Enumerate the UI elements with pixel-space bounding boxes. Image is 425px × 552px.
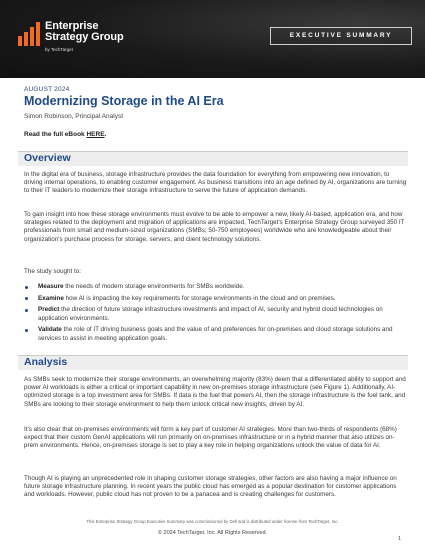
bullet-keyword: Validate bbox=[38, 326, 62, 334]
bullet-text: the role of IT driving business goals and the value of and preferences for on-premises and cloud storage solutions and services to assist in meeting application goals. bbox=[38, 326, 393, 342]
author-line: Simon Robinson, Principal Analyst bbox=[24, 113, 123, 120]
bullet-text: the needs of modern storage environments for SMBs worldwide. bbox=[63, 283, 245, 290]
brand-line-2: Strategy Group bbox=[45, 31, 124, 43]
analysis-paragraph-1: As SMBs seek to modernize their storage environments, an overwhelming majority (83%) deem that a differentiated ability to support and power AI workloads is either a critical or important capability in new on-premises storage infrastructure (see Figure 1). Additionally, AI-optimized storage is a top investment area for SMBs. If data is the fuel that powers AI, then the storage infrastructure is the fuel tank, and SMBs are looking to their storage environment to help them unlock critical new insights, driven by AI. bbox=[24, 376, 406, 408]
list-item bbox=[24, 295, 408, 303]
overview-heading: Overview bbox=[24, 152, 71, 164]
overview-heading-bar bbox=[18, 151, 408, 166]
analysis-heading: Analysis bbox=[24, 356, 68, 368]
ebook-link[interactable]: HERE bbox=[86, 131, 105, 138]
page-number: 1 bbox=[398, 536, 402, 542]
analysis-paragraph-3: Though AI is playing an unprecedented role in shaping customer storage strategies, other factors are also having a major influence on future storage infrastructure planning. In recent years the public cloud has emerged as a popular destination for customer applications and workloads. However, public cloud has not proven to be a panacea and is creating challenges for customers. bbox=[24, 475, 397, 499]
overview-paragraph-3: The study sought to: bbox=[24, 268, 82, 275]
page-title: Modernizing Storage in the AI Era bbox=[24, 94, 224, 108]
list-item bbox=[24, 306, 408, 322]
footer-copyright: © 2024 TechTarget, Inc. All Rights Reserved. bbox=[157, 530, 268, 536]
overview-paragraph-1: In the digital era of business, storage infrastructure provides the data foundation for everything from empowering new innovation, to driving internal operations, to enabling customer engagement. As business transitions into an age defined by AI, organizations are turning to their IT leaders to modernize their storage infrastructure to serve the future of application demands. bbox=[24, 171, 407, 195]
ebook-prefix: Read the full eBook bbox=[24, 131, 87, 138]
overview-paragraph-2: To gain insight into how these storage environments must evolve to be able to empower a new, likely AI-based, application era, and how strategies related to the deployment and migration of applications are impacted, TechTarget's Enterprise Strategy Group surveyed 350 IT professionals from small and medium-sized organizations (SMBs; 50-750 employees) worldwide who are knowledgeable about their organization's purchase process for storage, servers, and client technology solutions. bbox=[24, 211, 405, 243]
list-item bbox=[24, 283, 408, 291]
ebook-suffix: . bbox=[104, 131, 107, 138]
bullet-keyword: Examine bbox=[38, 294, 64, 302]
bullet-keyword: Predict bbox=[38, 306, 60, 314]
analysis-paragraph-2: It's also clear that on-premises environments will form a key part of customer AI strategies. More than two-thirds of respondents (68%) expect that their custom GenAI applications will run primarily on on-premises infrastructure or in a hybrid manner that also utilizes on-prem environments. Hence, on-premises storage is set to play a key role in helping organizations unlock the value of data for AI. bbox=[24, 426, 397, 450]
esg-logo-icon bbox=[18, 22, 40, 46]
bullet-text: how AI is impacting the key requirements for storage environments in the cloud and on premises. bbox=[63, 294, 336, 302]
bullet-icon bbox=[25, 297, 28, 300]
list-item bbox=[24, 326, 408, 342]
bullet-icon bbox=[25, 309, 28, 312]
brand-name bbox=[45, 21, 124, 55]
bullet-icon bbox=[25, 329, 28, 332]
bullet-text: the direction of future storage infrastructure investments and impact of AI, security and hybrid cloud technologies on application environments. bbox=[38, 306, 383, 322]
analysis-heading-bar bbox=[18, 355, 408, 370]
bullet-keyword: Measure bbox=[38, 283, 64, 290]
header-banner bbox=[0, 0, 425, 78]
bullet-icon bbox=[25, 286, 28, 289]
brand-byline: by TechTarget bbox=[45, 47, 73, 52]
study-goals-list bbox=[24, 283, 408, 346]
executive-summary-badge: EXECUTIVE SUMMARY bbox=[270, 27, 412, 45]
ebook-callout bbox=[24, 131, 106, 138]
footer-license-note: This Enterprise Strategy Group Executive Summary was commissioned by Dell and is distributed under license from TechTarget, Inc. bbox=[86, 519, 339, 524]
brand-line-1: Enterprise bbox=[45, 20, 99, 32]
publication-date: AUGUST 2024 bbox=[24, 86, 70, 93]
